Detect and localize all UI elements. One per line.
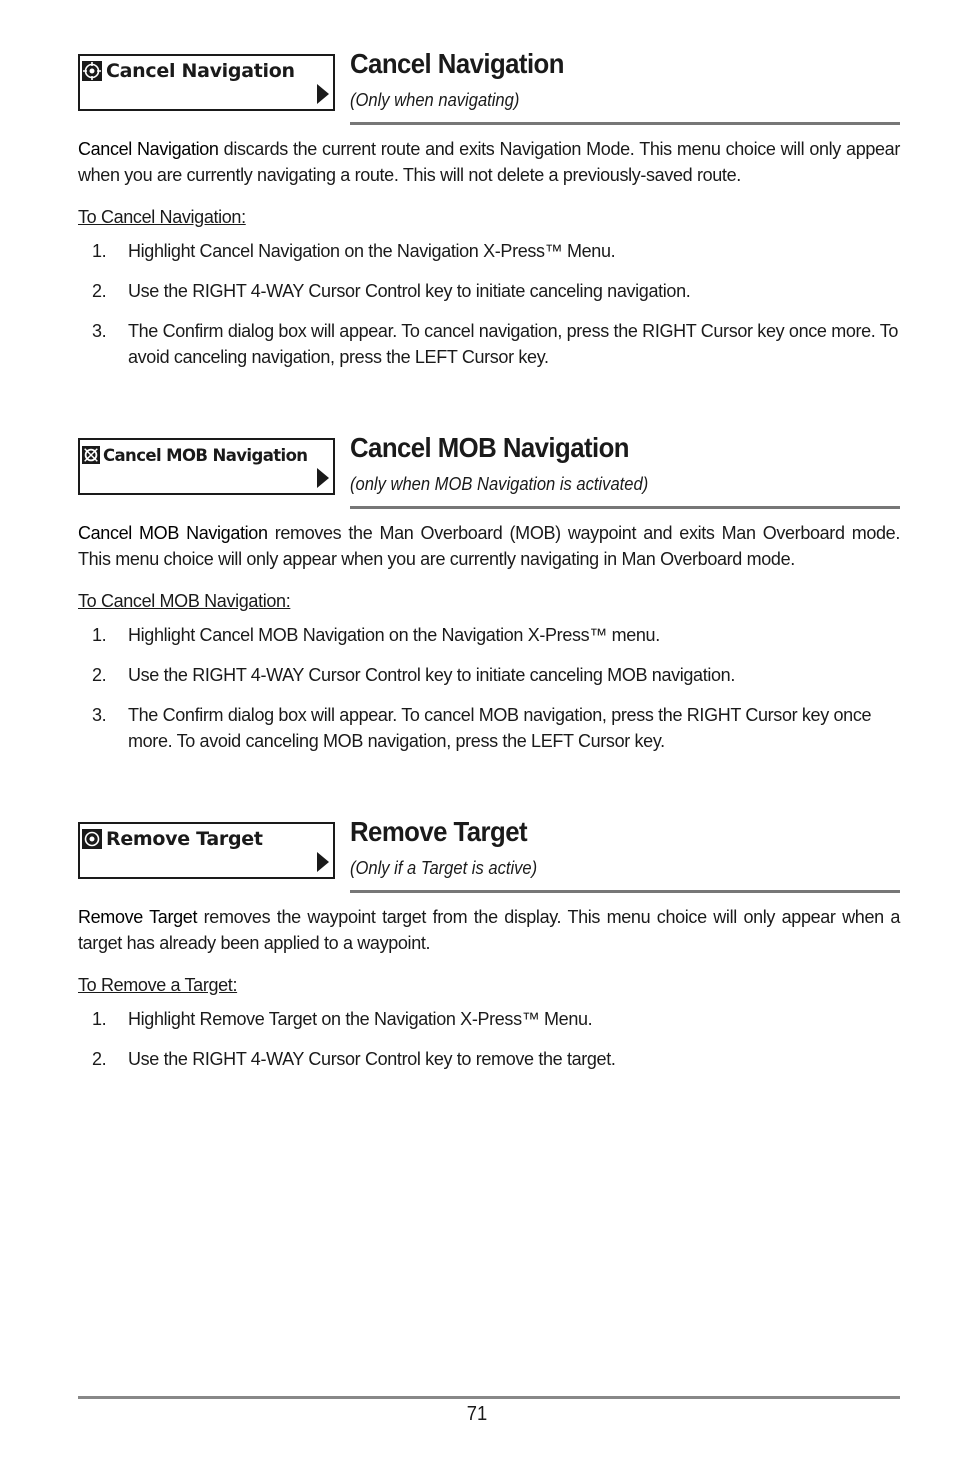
step-number: 2. xyxy=(92,1049,107,1069)
footer-rule xyxy=(78,1396,900,1399)
menu-item-cancel-mob-navigation[interactable] xyxy=(78,438,335,495)
section-subtitle: (Only when navigating) xyxy=(350,90,520,110)
step-number: 2. xyxy=(92,665,107,685)
target-icon xyxy=(82,61,102,81)
description xyxy=(78,520,900,572)
menu-item-cancel-navigation[interactable] xyxy=(78,54,335,111)
section-title: Cancel Navigation xyxy=(350,48,564,79)
step-text: The Confirm dialog box will appear. To cancel MOB navigation, press the RIGHT Cursor key once more. To avoid canceling MOB navigation, press the LEFT Cursor key. xyxy=(128,705,872,751)
section-cancel-navigation xyxy=(78,48,900,384)
list-item xyxy=(78,278,900,304)
section-subtitle: (Only if a Target is active) xyxy=(350,858,538,878)
play-arrow-icon xyxy=(316,83,330,105)
list-item xyxy=(78,702,900,754)
description xyxy=(78,136,900,188)
lead-term: Cancel Navigation xyxy=(78,139,219,159)
steps-list xyxy=(78,1006,900,1072)
procedure-heading: To Remove a Target: xyxy=(78,975,238,995)
step-text: Use the RIGHT 4-WAY Cursor Control key to remove the target. xyxy=(128,1049,616,1069)
step-text: Use the RIGHT 4-WAY Cursor Control key to initiate canceling navigation. xyxy=(128,281,691,301)
mob-icon xyxy=(82,446,100,464)
steps-list xyxy=(78,238,900,370)
list-item xyxy=(78,1006,900,1032)
step-number: 2. xyxy=(92,281,107,301)
title-block xyxy=(350,816,900,893)
procedure-heading: To Cancel Navigation: xyxy=(78,207,246,227)
list-item xyxy=(78,318,900,370)
target-icon xyxy=(82,829,102,849)
title-block xyxy=(350,48,900,125)
step-text: Highlight Cancel MOB Navigation on the Navigation X-Press™ menu. xyxy=(128,625,660,645)
menu-label-row xyxy=(82,442,331,468)
menu-item-remove-target[interactable] xyxy=(78,822,335,879)
procedure-heading: To Cancel MOB Navigation: xyxy=(78,591,291,611)
play-arrow-icon xyxy=(316,467,330,489)
list-item xyxy=(78,662,900,688)
step-number: 1. xyxy=(92,1009,107,1029)
section-header xyxy=(78,432,900,506)
section-cancel-mob-navigation xyxy=(78,432,900,768)
step-number: 1. xyxy=(92,241,107,261)
step-text: The Confirm dialog box will appear. To cancel navigation, press the RIGHT Cursor key once more. To avoid canceling navigation, press the LEFT Cursor key. xyxy=(128,321,899,367)
steps-list xyxy=(78,622,900,754)
list-item xyxy=(78,622,900,648)
menu-label: Remove Target xyxy=(106,828,263,850)
description-text: removes the Man Overboard (MOB) waypoint and exits Man Overboard mode. This menu choice will only appear when you are currently navigating in Man Overboard mode. xyxy=(78,523,900,569)
step-number: 1. xyxy=(92,625,107,645)
step-number: 3. xyxy=(92,705,107,725)
section-title: Cancel MOB Navigation xyxy=(350,432,629,463)
section-remove-target xyxy=(78,816,900,1086)
step-text: Highlight Remove Target on the Navigation X-Press™ Menu. xyxy=(128,1009,593,1029)
lead-term: Cancel MOB Navigation xyxy=(78,523,268,543)
description xyxy=(78,904,900,956)
list-item xyxy=(78,238,900,264)
step-text: Use the RIGHT 4-WAY Cursor Control key to initiate canceling MOB navigation. xyxy=(128,665,735,685)
section-header xyxy=(78,816,900,890)
menu-label-row xyxy=(82,58,331,84)
menu-label: Cancel Navigation xyxy=(106,60,295,82)
description-text: removes the waypoint target from the display. This menu choice will only appear when a target has already been applied to a waypoint. xyxy=(78,907,900,953)
section-header xyxy=(78,48,900,122)
description-text: discards the current route and exits Navigation Mode. This menu choice will only appear when you are currently navigating a route. This will not delete a previously-saved route. xyxy=(78,139,900,185)
menu-label: Cancel MOB Navigation xyxy=(103,445,308,465)
page-number: 71 xyxy=(466,1403,488,1425)
title-block xyxy=(350,432,900,509)
step-number: 3. xyxy=(92,321,107,341)
play-arrow-icon xyxy=(316,851,330,873)
section-subtitle: (only when MOB Navigation is activated) xyxy=(350,474,649,494)
section-title: Remove Target xyxy=(350,816,528,847)
step-text: Highlight Cancel Navigation on the Navigation X-Press™ Menu. xyxy=(128,241,616,261)
list-item xyxy=(78,1046,900,1072)
lead-term: Remove Target xyxy=(78,907,198,927)
menu-label-row xyxy=(82,826,331,852)
